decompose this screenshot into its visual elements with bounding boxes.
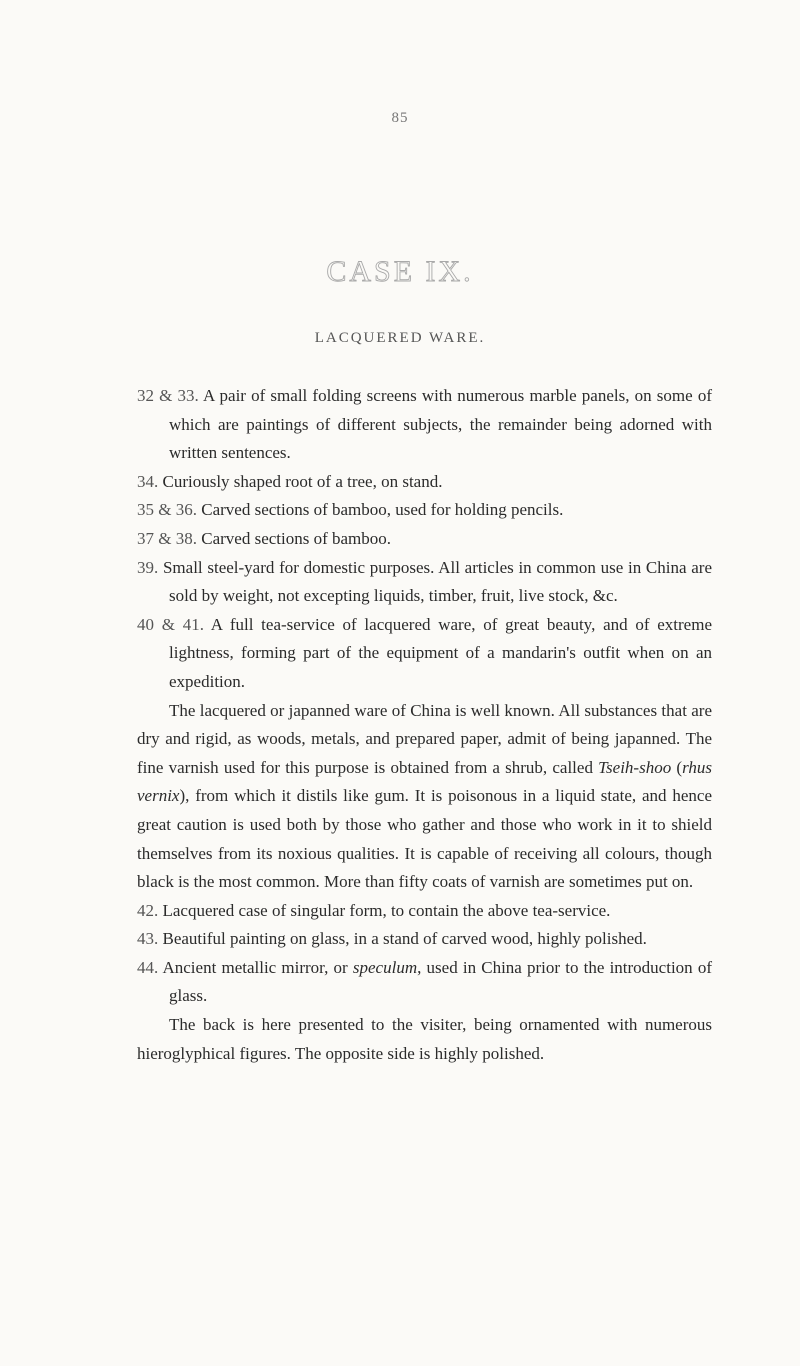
entry-40-41 — [137, 611, 712, 697]
entry-number: 43. — [137, 929, 159, 949]
entry-text: Ancient metallic mirror, or — [162, 957, 353, 977]
entry-text: Beautiful painting on glass, in a stand of carved wood, highly polished. — [162, 929, 647, 949]
entry-37-38 — [137, 525, 712, 554]
entry-number: 32 & 33. — [137, 386, 199, 405]
paragraph-text: The lacquered or japanned ware of China is well known. All substances that are dry and rigid, as woods, metals, and prepared paper, admit of being japanned. The fine varnish used for this purpose is obtained from a shrub, called — [137, 700, 712, 777]
latin-term: rhus vernix — [137, 757, 712, 806]
lacquer-paragraph — [137, 697, 712, 897]
paragraph-text: ), from which it distils like gum. It is poisonous in a liquid state, and hence great caution is used both by those who gather and those who work in it to shield themselves from its noxious qualities. It is capable of receiving all colours, though black is the most common. More than fifty coats of varnish are sometimes put on. — [137, 786, 712, 892]
latin-term: speculum — [352, 957, 418, 977]
entry-text: A pair of small folding screens with numerous marble panels, on some of which are paintings of different subjects, the remainder being adorned with written sentences. — [169, 386, 713, 463]
entry-text: Lacquered case of singular form, to contain the above tea-service. — [162, 900, 611, 920]
entry-32-33 — [137, 382, 712, 468]
entry-text: Curiously shaped root of a tree, on stand. — [162, 471, 443, 491]
entry-number: 40 & 41. — [137, 614, 204, 634]
entry-42 — [137, 897, 712, 926]
entry-43 — [137, 925, 712, 954]
entry-number: 42. — [137, 900, 159, 920]
page-number: 85 — [391, 110, 409, 126]
entry-39 — [137, 554, 712, 611]
chinese-term: Tseih-shoo — [598, 757, 672, 777]
entry-number: 37 & 38. — [137, 528, 197, 548]
entry-35-36 — [137, 496, 712, 525]
entry-34 — [137, 468, 712, 497]
entry-text: , used in China prior to the introduction of glass. — [169, 957, 712, 1006]
entry-number: 35 & 36. — [137, 500, 197, 520]
entry-number: 39. — [137, 557, 159, 577]
entry-44 — [137, 954, 712, 1011]
mirror-paragraph: The back is here presented to the visiter, being ornamented with numerous hieroglyphical figures. The opposite side is highly polished. — [137, 1015, 712, 1063]
catalogue-content — [137, 382, 712, 1068]
paragraph-text: ( — [671, 757, 683, 777]
entry-text: Small steel-yard for domestic purposes. All articles in common use in China are sold by weight, not excepting liquids, timber, fruit, live stock, &c. — [162, 557, 712, 606]
entry-text: Carved sections of bamboo, used for holding pencils. — [201, 500, 564, 520]
section-title: LACQUERED WARE. — [314, 330, 486, 346]
case-title: CASE IX. — [326, 255, 474, 288]
entry-text: A full tea-service of lacquered ware, of great beauty, and of extreme lightness, forming part of the equipment of a mandarin's outfit when on an expedition. — [169, 614, 712, 691]
entry-number: 34. — [137, 471, 159, 491]
entry-text: Carved sections of bamboo. — [201, 528, 392, 548]
entry-number: 44. — [137, 957, 159, 977]
